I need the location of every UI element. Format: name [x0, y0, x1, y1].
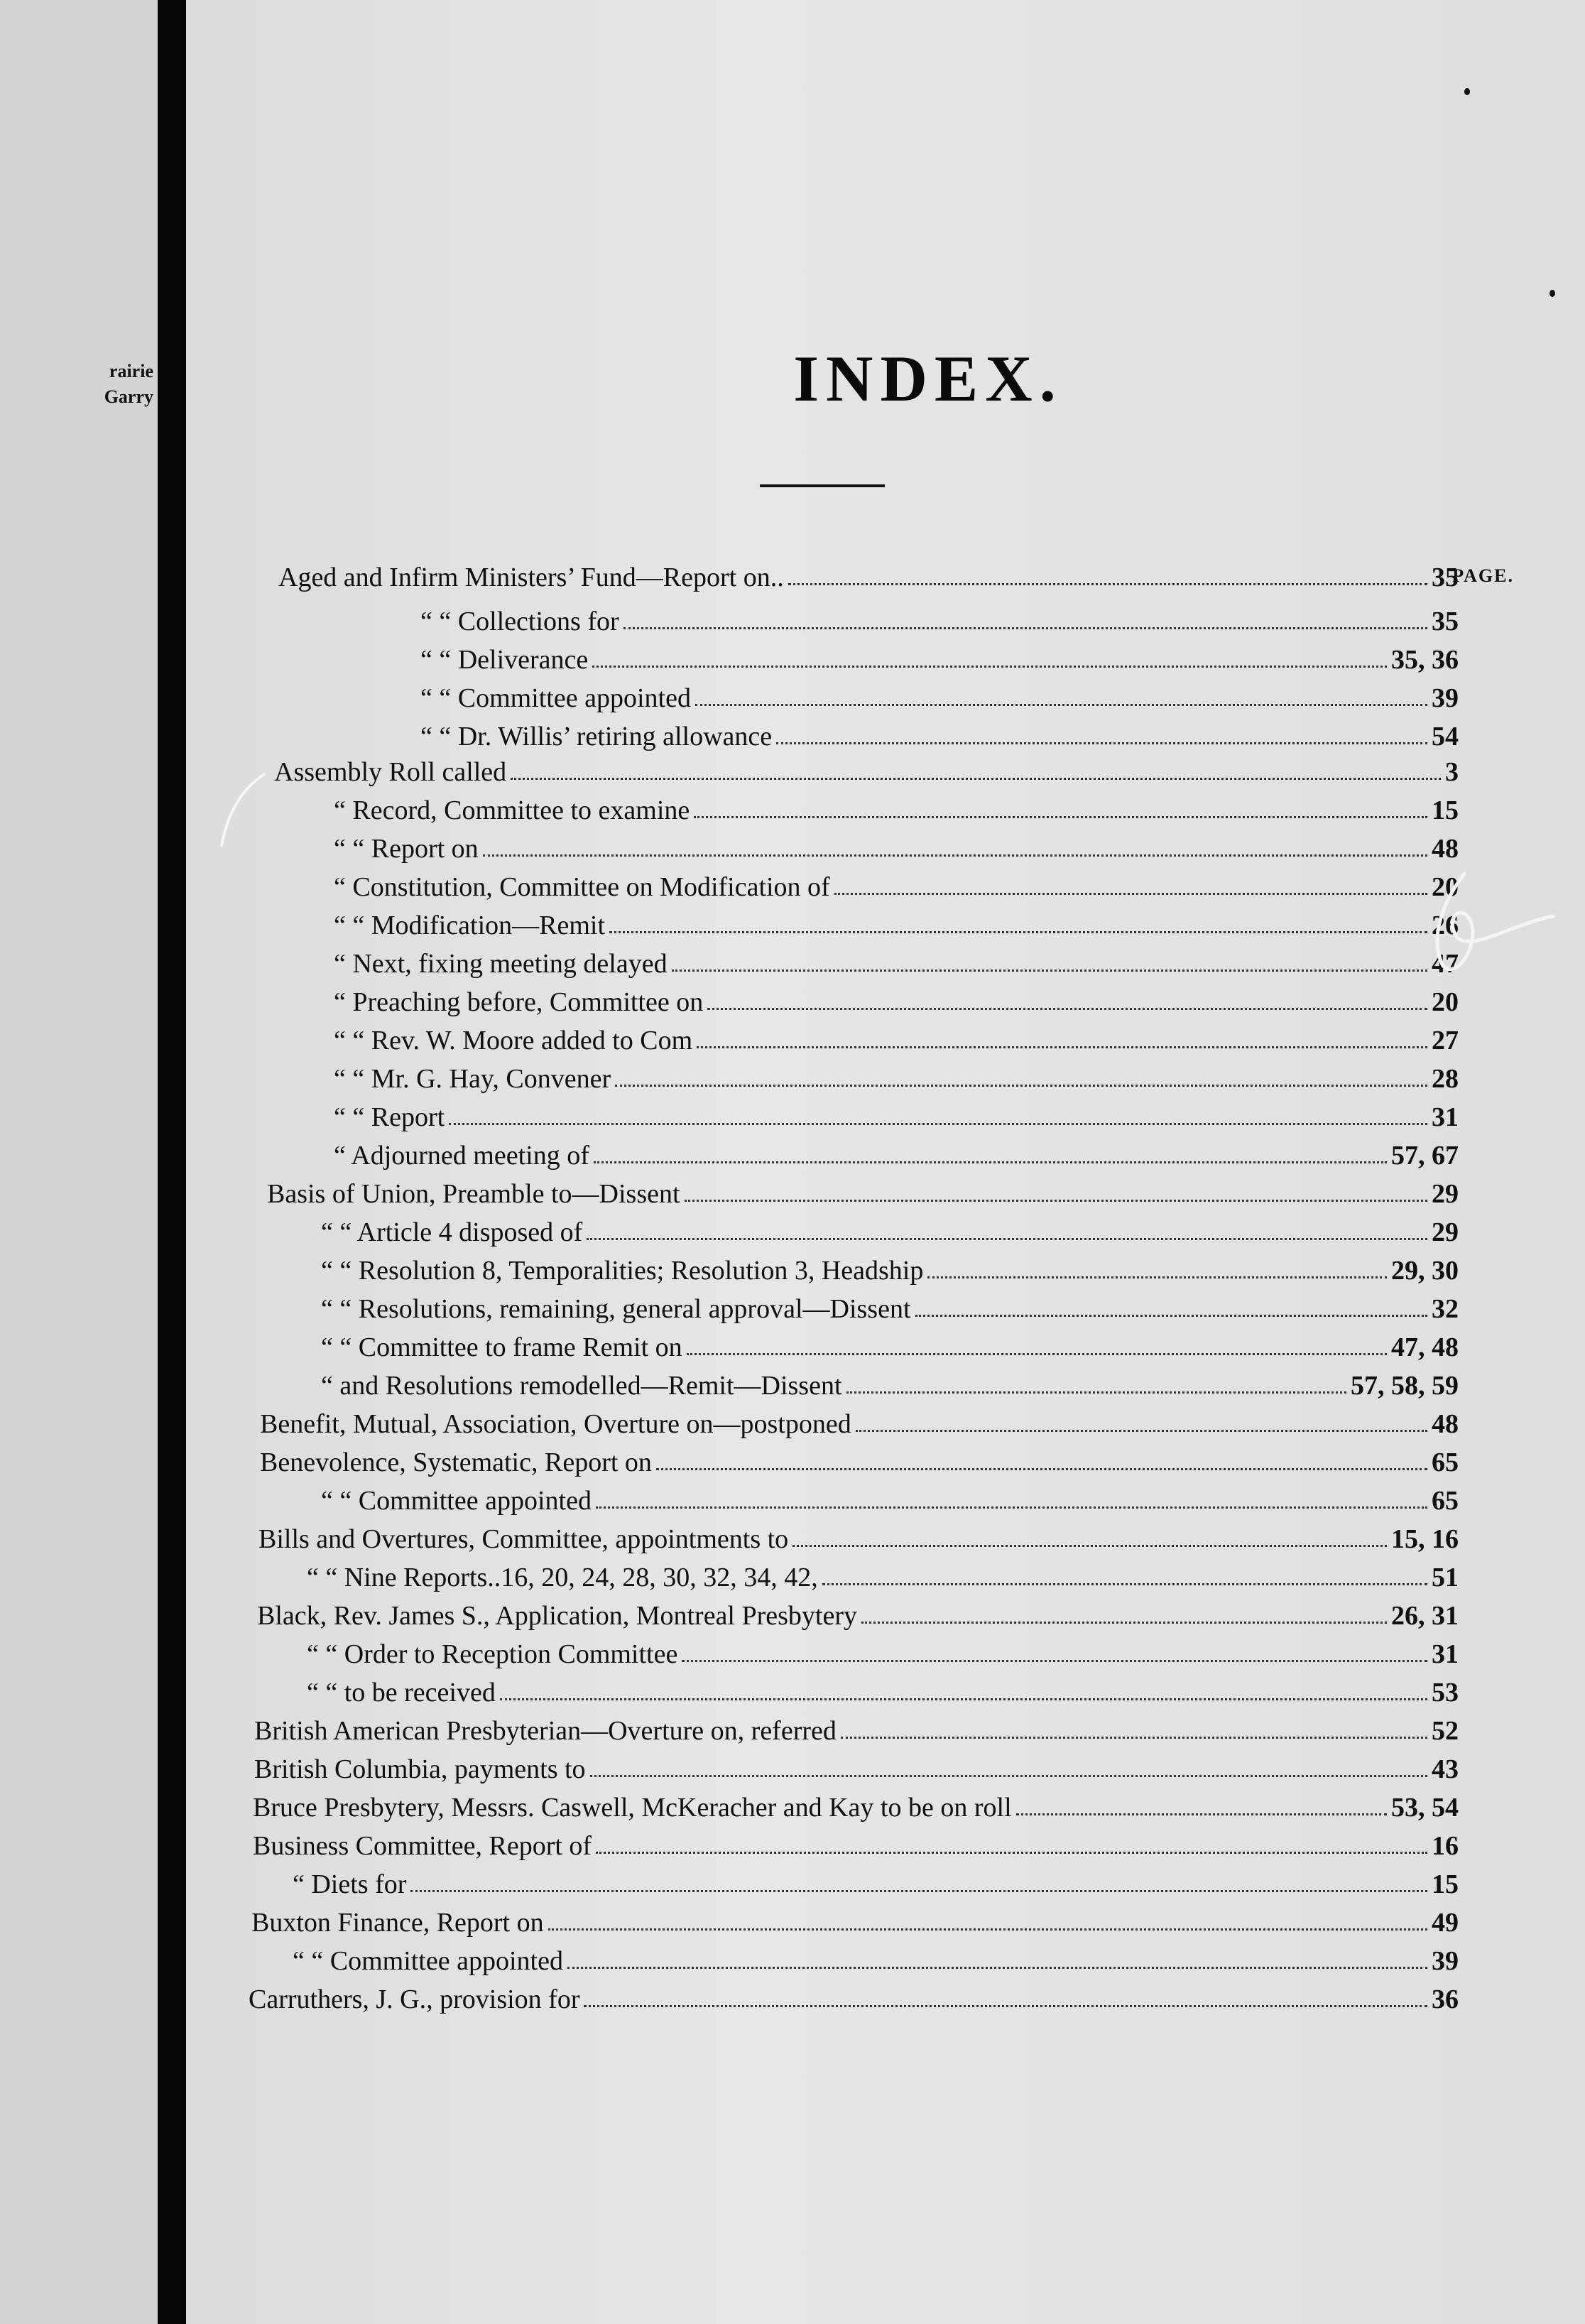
entry-page: 53, 54 [1391, 1793, 1459, 1823]
entry-label: “ “ Rev. W. Moore added to Com [334, 1026, 693, 1055]
entry-label: “ “ Deliverance [420, 645, 589, 675]
entry-page: 57, 67 [1391, 1141, 1459, 1171]
entry-page: 32 [1432, 1294, 1459, 1324]
dot-leader [834, 893, 1427, 895]
index-entry [293, 1945, 1459, 1977]
entry-page: 52 [1432, 1716, 1459, 1746]
book-gutter [158, 0, 186, 2324]
entry-page: 27 [1432, 1026, 1459, 1055]
dot-leader [410, 1890, 1427, 1892]
entry-label: Buxton Finance, Report on [251, 1908, 544, 1938]
entry-page: 39 [1432, 683, 1459, 713]
dot-leader [685, 1200, 1427, 1202]
entry-page: 35 [1432, 563, 1459, 592]
entry-label: “ Preaching before, Committee on [334, 987, 704, 1017]
index-entry [321, 1484, 1459, 1517]
entry-label: Benefit, Mutual, Association, Overture on—postponed [260, 1409, 851, 1439]
dot-leader [682, 1660, 1427, 1662]
adjacent-page-edge [0, 0, 158, 2324]
entry-label: “ “ Order to Reception Committee [307, 1639, 678, 1669]
entry-page: 15, 16 [1391, 1524, 1459, 1554]
entry-label: Bills and Overtures, Committee, appointments to [258, 1524, 789, 1554]
entry-label: Black, Rev. James S., Application, Montreal Presbytery [257, 1601, 857, 1631]
entry-label: “ Record, Committee to examine [334, 796, 690, 825]
dot-leader [856, 1430, 1427, 1432]
entry-label: “ “ Report [334, 1102, 445, 1132]
entry-label: Business Committee, Report of [253, 1831, 592, 1861]
entry-page: 29 [1432, 1217, 1459, 1247]
dot-leader [587, 1238, 1427, 1240]
index-entry [321, 1216, 1459, 1249]
index-entry [334, 871, 1459, 903]
entry-page: 20 [1432, 872, 1459, 902]
entry-page: 15 [1432, 796, 1459, 825]
index-entry [253, 1791, 1459, 1824]
index-entry [334, 1101, 1459, 1134]
ink-speck [1464, 88, 1470, 95]
index-entry [420, 605, 1459, 638]
index-entry [334, 1139, 1459, 1172]
entry-label: “ “ Dr. Willis’ retiring allowance [420, 722, 773, 751]
entry-page: 47, 48 [1391, 1332, 1459, 1362]
entry-label: “ Diets for [293, 1869, 407, 1899]
dot-leader [846, 1391, 1346, 1394]
index-entry [257, 1600, 1459, 1632]
entry-page: 49 [1432, 1908, 1459, 1938]
index-entry [420, 682, 1459, 715]
index-entry [267, 1178, 1459, 1210]
entry-label: “ Next, fixing meeting delayed [334, 949, 668, 979]
index-entry [334, 794, 1459, 827]
page-column-heading: PAGE. [1452, 565, 1514, 586]
dot-leader [609, 931, 1427, 933]
entry-page: 57, 58, 59 [1351, 1371, 1459, 1401]
index-entry [307, 1638, 1459, 1671]
dot-leader [1016, 1813, 1387, 1815]
entry-label: “ “ Report on [334, 834, 479, 864]
index-entry [334, 986, 1459, 1019]
dot-leader [592, 666, 1387, 668]
entry-label: Aged and Infirm Ministers’ Fund—Report on.. [278, 563, 784, 592]
dot-leader [707, 1008, 1427, 1010]
entry-label: “ “ Mr. G. Hay, Convener [334, 1064, 611, 1094]
index-entry [258, 1523, 1459, 1555]
entry-label: “ “ Nine Reports..16, 20, 24, 28, 30, 32, 34, 42, [307, 1563, 818, 1592]
dot-leader [695, 704, 1427, 706]
dot-leader [596, 1852, 1427, 1854]
entry-page: 35 [1432, 607, 1459, 636]
entry-page: 36 [1432, 1984, 1459, 2014]
entry-label: Carruthers, J. G., provision for [249, 1984, 580, 2014]
index-entry [334, 1063, 1459, 1095]
entry-label: Benevolence, Systematic, Report on [260, 1448, 652, 1477]
entry-label: “ “ Committee appointed [321, 1486, 592, 1516]
dot-leader [776, 742, 1427, 744]
entry-page: 35, 36 [1391, 645, 1459, 675]
adjacent-page-text-1: rairie [109, 361, 153, 381]
index-entry [321, 1254, 1459, 1287]
entry-label: Assembly Roll called [274, 757, 507, 787]
dot-leader [623, 627, 1427, 629]
dot-leader [500, 1698, 1427, 1700]
entry-label: “ “ Modification—Remit [334, 911, 606, 940]
index-entry [420, 720, 1459, 753]
entry-page: 26, 31 [1391, 1601, 1459, 1631]
pencil-stroke-icon [214, 767, 271, 852]
index-entry [260, 1446, 1459, 1479]
entry-page: 51 [1432, 1563, 1459, 1592]
dot-leader [596, 1506, 1427, 1509]
index-entry [321, 1293, 1459, 1325]
entry-page: 39 [1432, 1946, 1459, 1976]
entry-label: “ “ Resolution 8, Temporalities; Resolution 3, Headship [321, 1256, 924, 1286]
dot-leader [927, 1276, 1387, 1278]
entry-page: 48 [1432, 1409, 1459, 1439]
index-entry [420, 644, 1459, 676]
index-entries [186, 0, 1585, 2324]
ink-speck [1549, 290, 1555, 297]
entry-page: 28 [1432, 1064, 1459, 1094]
dot-leader [915, 1315, 1427, 1317]
dot-leader [584, 2005, 1427, 2007]
dot-leader [687, 1353, 1387, 1355]
entry-label: “ Constitution, Committee on Modification of [334, 872, 830, 902]
entry-page: 31 [1432, 1102, 1459, 1132]
index-entry [334, 832, 1459, 865]
dot-leader [672, 970, 1427, 972]
entry-label: “ “ to be received [307, 1678, 496, 1707]
index-entry [249, 1983, 1459, 2016]
page-title: INDEX. [793, 342, 1063, 415]
entry-label: British American Presbyterian—Overture on, referred [254, 1716, 837, 1746]
dot-leader [594, 1161, 1387, 1163]
index-entry [274, 756, 1459, 788]
index-entry [260, 1408, 1459, 1440]
entry-page: 26 [1432, 911, 1459, 940]
dot-leader [822, 1583, 1427, 1585]
index-entry [334, 1024, 1459, 1057]
index-entry [321, 1369, 1459, 1402]
entry-label: “ “ Article 4 disposed of [321, 1217, 583, 1247]
entry-label: “ “ Resolutions, remaining, general approval—Dissent [321, 1294, 911, 1324]
entry-page: 29, 30 [1391, 1256, 1459, 1286]
entry-page: 53 [1432, 1678, 1459, 1707]
dot-leader [697, 1046, 1427, 1048]
entry-page: 16 [1432, 1831, 1459, 1861]
entry-page: 29 [1432, 1179, 1459, 1209]
entry-page: 65 [1432, 1448, 1459, 1477]
entry-label: Bruce Presbytery, Messrs. Caswell, McKeracher and Kay to be on roll [253, 1793, 1012, 1823]
dot-leader [792, 1545, 1387, 1547]
entry-page: 47 [1432, 949, 1459, 979]
dot-leader [449, 1123, 1427, 1125]
entry-label: British Columbia, payments to [254, 1754, 586, 1784]
entry-page: 54 [1432, 722, 1459, 751]
index-page [186, 0, 1585, 2324]
entry-page: 31 [1432, 1639, 1459, 1669]
index-entry [251, 1906, 1459, 1939]
dot-leader [511, 778, 1441, 780]
dot-leader [590, 1775, 1427, 1777]
index-entry [253, 1830, 1459, 1862]
index-entry [307, 1676, 1459, 1709]
index-entry [334, 909, 1459, 942]
entry-label: “ Adjourned meeting of [334, 1141, 589, 1171]
index-entry [334, 947, 1459, 980]
pencil-scribble-icon [1415, 859, 1557, 987]
index-entry [293, 1868, 1459, 1901]
index-entry [307, 1561, 1459, 1594]
dot-leader [548, 1928, 1427, 1931]
entry-label: “ “ Committee appointed [420, 683, 691, 713]
entry-label: “ “ Committee to frame Remit on [321, 1332, 682, 1362]
entry-label: “ and Resolutions remodelled—Remit—Dissent [321, 1371, 842, 1401]
dot-leader [656, 1468, 1427, 1470]
entry-page: 43 [1432, 1754, 1459, 1784]
index-entry [254, 1753, 1459, 1786]
entry-page: 20 [1432, 987, 1459, 1017]
entry-page: 65 [1432, 1486, 1459, 1516]
dot-leader [615, 1085, 1427, 1087]
dot-leader [483, 854, 1427, 857]
entry-label: “ “ Collections for [420, 607, 619, 636]
dot-leader [841, 1737, 1427, 1739]
dot-leader [861, 1622, 1387, 1624]
entry-label: Basis of Union, Preamble to—Dissent [267, 1179, 680, 1209]
adjacent-page-text-2: Garry [104, 386, 153, 407]
index-entry [278, 561, 1459, 594]
dot-leader [788, 583, 1427, 585]
index-entry [254, 1715, 1459, 1747]
entry-page: 48 [1432, 834, 1459, 864]
entry-label: “ “ Committee appointed [293, 1946, 563, 1976]
dot-leader [567, 1967, 1427, 1969]
index-entry [321, 1331, 1459, 1364]
dot-leader [694, 816, 1427, 818]
entry-page: 3 [1445, 757, 1459, 787]
entry-page: 15 [1432, 1869, 1459, 1899]
